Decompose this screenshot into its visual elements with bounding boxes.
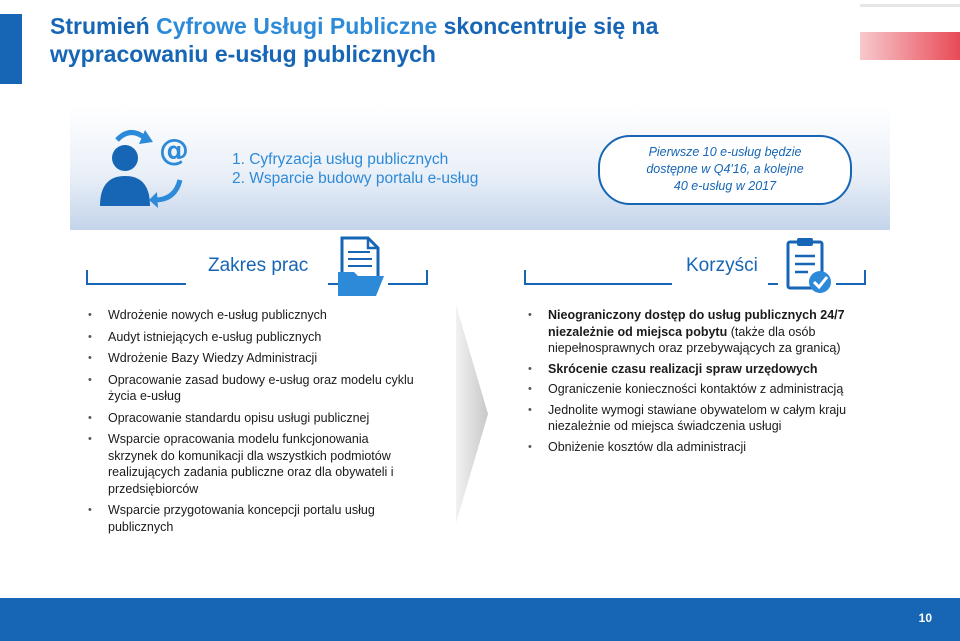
corner-decoration-line	[860, 4, 960, 7]
left-heading: Zakres prac	[208, 255, 309, 276]
right-heading: Korzyści	[686, 255, 758, 276]
right-heading-rule-end	[836, 283, 866, 285]
user-exchange-icon	[95, 128, 195, 208]
list-item: • Skrócenie czasu realizacji spraw urzędowych	[528, 361, 818, 376]
list-item: • Wdrożenie Bazy Wiedzy Administracji	[88, 351, 318, 365]
banner-list	[232, 150, 478, 188]
chevron-right-icon	[456, 305, 488, 523]
list-item: • Ograniczenie konieczności kontaktów z administracją	[528, 382, 844, 396]
right-heading-rule-tick	[524, 270, 526, 284]
banner-note: Pierwsze 10 e-usług będzie dostępne w Q4'16, a kolejne 40 e-usług w 2017	[598, 135, 852, 205]
bullet-icon: •	[88, 352, 92, 364]
banner-item: 1. Cyfryzacja usług publicznych	[232, 151, 449, 168]
bullet-icon: •	[88, 309, 92, 321]
svg-text:@: @	[159, 133, 189, 168]
right-heading-rule-right	[768, 283, 778, 285]
corner-decoration-bar	[860, 32, 960, 60]
clipboard-check-icon	[784, 236, 834, 296]
right-heading-rule-end-tick	[864, 270, 866, 284]
left-heading-rule-end	[388, 283, 428, 285]
document-folder-icon	[336, 236, 386, 298]
list-item: • Obniżenie kosztów dla administracji	[528, 439, 747, 454]
bullet-icon: •	[528, 309, 532, 321]
bullet-icon: •	[528, 362, 532, 375]
list-item: • Wdrożenie nowych e-usług publicznych	[88, 308, 327, 322]
left-heading-rule-end-tick	[426, 270, 428, 284]
benefits-list	[526, 307, 866, 459]
bullet-icon: •	[88, 504, 92, 516]
bullet-icon: •	[528, 440, 532, 453]
page-number: 10	[918, 611, 932, 625]
left-heading-rule	[86, 283, 186, 285]
bullet-icon: •	[88, 330, 92, 343]
left-heading-rule-tick	[86, 270, 88, 284]
bullet-icon: •	[88, 411, 92, 424]
list-item: • Audyt istniejących e-usług publicznych	[88, 329, 322, 344]
bullet-icon: •	[88, 373, 92, 386]
right-heading-rule	[524, 283, 672, 285]
banner-item: 2. Wsparcie budowy portalu e-usług	[232, 170, 479, 187]
list-item: • Opracowanie standardu opisu usługi publicznej	[88, 410, 370, 425]
list-item: • Opracowanie zasad budowy e-usług oraz modelu cyklu życia e-usług	[88, 372, 414, 403]
bullet-icon: •	[528, 383, 532, 395]
title-accent-bar	[0, 14, 22, 84]
list-item: • Jednolite wymogi stawiane obywatelom w całym kraju niezależnie od miejsca świadczenia usługi	[528, 402, 847, 433]
bullet-icon: •	[88, 433, 92, 445]
bullet-icon: •	[528, 403, 532, 416]
list-item: • Nieograniczony dostęp do usług publicznych 24/7 niezależnie od miejsca pobytu (także dla osób niepełnosprawnych oraz przebywających za granicą)	[528, 308, 845, 355]
page-title: Strumień Cyfrowe Usługi Publiczne skoncentruje się na wypracowaniu e-usług publicznych	[50, 13, 659, 67]
scope-list	[86, 307, 416, 540]
footer-bar	[0, 598, 960, 641]
list-item: • Wsparcie przygotowania koncepcji portalu usług publicznych	[88, 503, 375, 534]
list-item: • Wsparcie opracowania modelu funkcjonowania skrzynek do komunikacji dla wszystkich podmiotów realizujących zadania publiczne oraz dla obywateli i przedsiębiorców	[88, 432, 394, 496]
